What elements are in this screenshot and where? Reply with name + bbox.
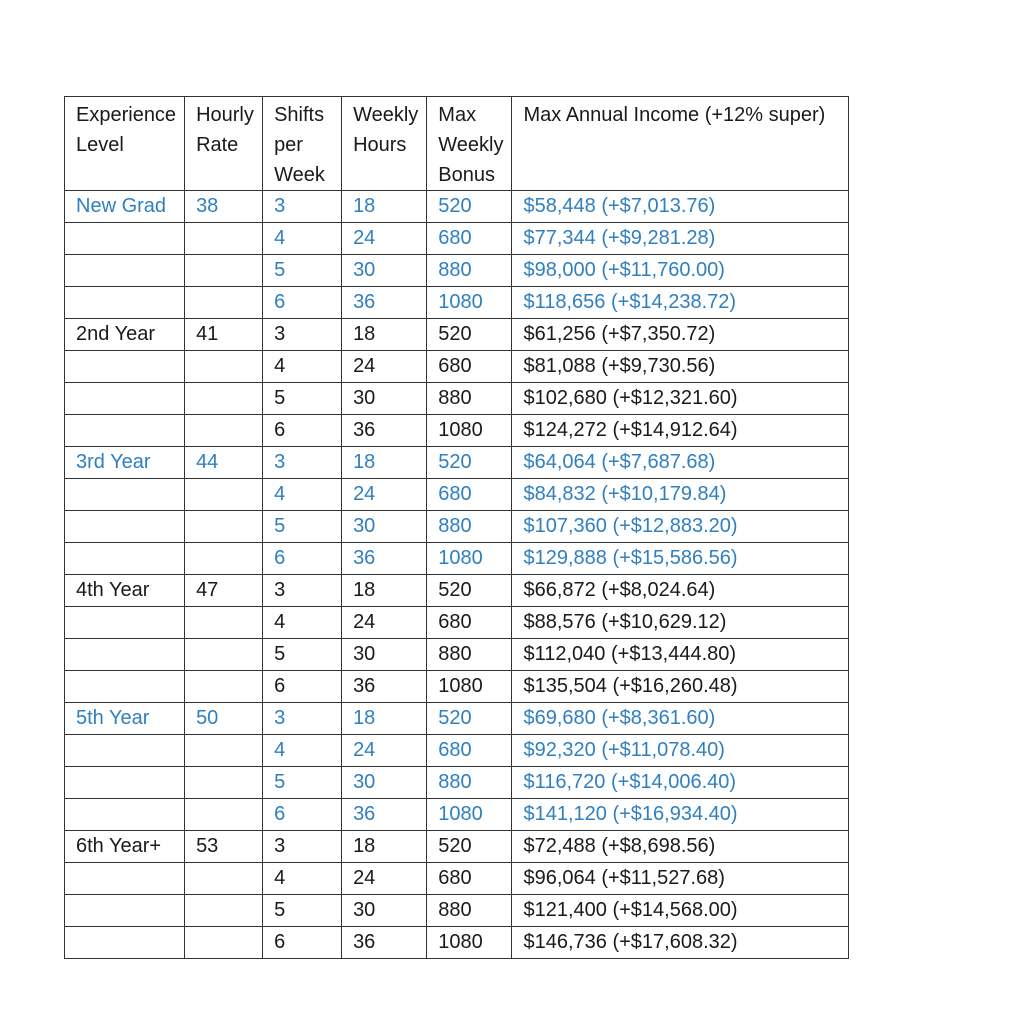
cell-hourly-rate [185, 639, 263, 671]
cell-hourly-rate [185, 927, 263, 959]
cell-weekly-hours: 18 [342, 831, 427, 863]
cell-max-weekly-bonus: 680 [427, 863, 512, 895]
cell-weekly-hours: 24 [342, 863, 427, 895]
cell-experience-level [65, 927, 185, 959]
cell-max-weekly-bonus: 880 [427, 511, 512, 543]
cell-shifts-per-week: 6 [263, 415, 342, 447]
cell-experience-level [65, 671, 185, 703]
cell-shifts-per-week: 4 [263, 863, 342, 895]
table-row [65, 543, 849, 575]
table-header [65, 97, 849, 191]
cell-max-annual-income: $77,344 (+$9,281.28) [512, 223, 849, 255]
cell-hourly-rate [185, 863, 263, 895]
cell-max-annual-income: $107,360 (+$12,883.20) [512, 511, 849, 543]
table-row [65, 799, 849, 831]
cell-max-weekly-bonus: 680 [427, 479, 512, 511]
cell-max-annual-income: $92,320 (+$11,078.40) [512, 735, 849, 767]
cell-experience-level [65, 543, 185, 575]
header-hourly-rate: Hourly Rate [185, 97, 263, 191]
cell-weekly-hours: 36 [342, 543, 427, 575]
cell-hourly-rate [185, 351, 263, 383]
cell-shifts-per-week: 3 [263, 191, 342, 223]
cell-max-weekly-bonus: 1080 [427, 927, 512, 959]
cell-max-weekly-bonus: 1080 [427, 287, 512, 319]
cell-weekly-hours: 24 [342, 735, 427, 767]
cell-weekly-hours: 24 [342, 607, 427, 639]
header-row [65, 97, 849, 191]
cell-hourly-rate [185, 735, 263, 767]
cell-max-annual-income: $135,504 (+$16,260.48) [512, 671, 849, 703]
cell-experience-level [65, 767, 185, 799]
cell-weekly-hours: 24 [342, 479, 427, 511]
cell-shifts-per-week: 3 [263, 831, 342, 863]
cell-weekly-hours: 30 [342, 895, 427, 927]
table-row [65, 319, 849, 351]
cell-shifts-per-week: 4 [263, 735, 342, 767]
table-row [65, 415, 849, 447]
header-shifts-per-week: Shifts per Week [263, 97, 342, 191]
cell-experience-level [65, 383, 185, 415]
table-row [65, 191, 849, 223]
cell-weekly-hours: 18 [342, 575, 427, 607]
cell-max-annual-income: $124,272 (+$14,912.64) [512, 415, 849, 447]
cell-shifts-per-week: 3 [263, 575, 342, 607]
cell-shifts-per-week: 6 [263, 287, 342, 319]
cell-max-annual-income: $129,888 (+$15,586.56) [512, 543, 849, 575]
cell-experience-level [65, 511, 185, 543]
cell-max-annual-income: $102,680 (+$12,321.60) [512, 383, 849, 415]
cell-max-annual-income: $121,400 (+$14,568.00) [512, 895, 849, 927]
cell-weekly-hours: 30 [342, 511, 427, 543]
cell-experience-level [65, 895, 185, 927]
cell-max-annual-income: $84,832 (+$10,179.84) [512, 479, 849, 511]
cell-hourly-rate [185, 895, 263, 927]
header-experience-level: Experience Level [65, 97, 185, 191]
cell-shifts-per-week: 5 [263, 383, 342, 415]
cell-shifts-per-week: 5 [263, 639, 342, 671]
table-row [65, 639, 849, 671]
cell-hourly-rate [185, 799, 263, 831]
cell-max-weekly-bonus: 880 [427, 895, 512, 927]
cell-shifts-per-week: 6 [263, 543, 342, 575]
cell-max-weekly-bonus: 1080 [427, 799, 512, 831]
table-row [65, 767, 849, 799]
cell-max-weekly-bonus: 520 [427, 575, 512, 607]
cell-weekly-hours: 36 [342, 415, 427, 447]
table-row [65, 607, 849, 639]
table-body [65, 191, 849, 959]
cell-max-annual-income: $146,736 (+$17,608.32) [512, 927, 849, 959]
cell-max-weekly-bonus: 680 [427, 223, 512, 255]
cell-experience-level [65, 255, 185, 287]
cell-max-annual-income: $116,720 (+$14,006.40) [512, 767, 849, 799]
cell-experience-level: 4th Year [65, 575, 185, 607]
cell-hourly-rate [185, 383, 263, 415]
table-row [65, 479, 849, 511]
cell-hourly-rate: 38 [185, 191, 263, 223]
table-row [65, 703, 849, 735]
cell-shifts-per-week: 4 [263, 607, 342, 639]
cell-shifts-per-week: 4 [263, 223, 342, 255]
cell-hourly-rate [185, 415, 263, 447]
cell-shifts-per-week: 5 [263, 767, 342, 799]
cell-shifts-per-week: 5 [263, 511, 342, 543]
cell-max-weekly-bonus: 880 [427, 767, 512, 799]
cell-weekly-hours: 30 [342, 639, 427, 671]
cell-max-annual-income: $141,120 (+$16,934.40) [512, 799, 849, 831]
header-max-annual-income: Max Annual Income (+12% super) [512, 97, 849, 191]
cell-experience-level: 2nd Year [65, 319, 185, 351]
cell-max-annual-income: $72,488 (+$8,698.56) [512, 831, 849, 863]
cell-weekly-hours: 24 [342, 223, 427, 255]
cell-max-weekly-bonus: 1080 [427, 671, 512, 703]
cell-experience-level [65, 287, 185, 319]
cell-hourly-rate: 47 [185, 575, 263, 607]
cell-max-weekly-bonus: 680 [427, 351, 512, 383]
cell-shifts-per-week: 6 [263, 799, 342, 831]
cell-max-annual-income: $96,064 (+$11,527.68) [512, 863, 849, 895]
cell-experience-level [65, 351, 185, 383]
cell-shifts-per-week: 4 [263, 479, 342, 511]
cell-max-weekly-bonus: 880 [427, 255, 512, 287]
cell-max-weekly-bonus: 680 [427, 607, 512, 639]
cell-hourly-rate: 44 [185, 447, 263, 479]
cell-experience-level [65, 863, 185, 895]
cell-weekly-hours: 30 [342, 255, 427, 287]
table-row [65, 383, 849, 415]
table-row [65, 671, 849, 703]
table-row [65, 511, 849, 543]
cell-max-annual-income: $58,448 (+$7,013.76) [512, 191, 849, 223]
cell-weekly-hours: 30 [342, 383, 427, 415]
cell-max-weekly-bonus: 1080 [427, 415, 512, 447]
cell-hourly-rate [185, 223, 263, 255]
cell-max-annual-income: $98,000 (+$11,760.00) [512, 255, 849, 287]
cell-max-weekly-bonus: 520 [427, 191, 512, 223]
cell-max-weekly-bonus: 880 [427, 639, 512, 671]
cell-weekly-hours: 18 [342, 447, 427, 479]
cell-hourly-rate: 53 [185, 831, 263, 863]
table-row [65, 351, 849, 383]
cell-shifts-per-week: 6 [263, 671, 342, 703]
cell-max-annual-income: $64,064 (+$7,687.68) [512, 447, 849, 479]
cell-shifts-per-week: 3 [263, 447, 342, 479]
cell-max-annual-income: $66,872 (+$8,024.64) [512, 575, 849, 607]
cell-experience-level [65, 799, 185, 831]
table-row [65, 447, 849, 479]
cell-experience-level [65, 735, 185, 767]
cell-weekly-hours: 36 [342, 799, 427, 831]
table-row [65, 575, 849, 607]
cell-weekly-hours: 18 [342, 703, 427, 735]
cell-weekly-hours: 36 [342, 287, 427, 319]
cell-hourly-rate [185, 511, 263, 543]
cell-shifts-per-week: 5 [263, 255, 342, 287]
cell-experience-level: 3rd Year [65, 447, 185, 479]
cell-shifts-per-week: 3 [263, 319, 342, 351]
table-row [65, 255, 849, 287]
cell-max-annual-income: $81,088 (+$9,730.56) [512, 351, 849, 383]
cell-experience-level [65, 607, 185, 639]
cell-shifts-per-week: 5 [263, 895, 342, 927]
table-row [65, 287, 849, 319]
cell-max-weekly-bonus: 520 [427, 831, 512, 863]
cell-hourly-rate: 41 [185, 319, 263, 351]
cell-weekly-hours: 36 [342, 927, 427, 959]
header-weekly-hours: Weekly Hours [342, 97, 427, 191]
cell-experience-level: 6th Year+ [65, 831, 185, 863]
cell-experience-level [65, 639, 185, 671]
cell-max-weekly-bonus: 1080 [427, 543, 512, 575]
cell-weekly-hours: 18 [342, 319, 427, 351]
table-row [65, 863, 849, 895]
cell-hourly-rate [185, 767, 263, 799]
cell-hourly-rate: 50 [185, 703, 263, 735]
cell-hourly-rate [185, 671, 263, 703]
cell-max-annual-income: $112,040 (+$13,444.80) [512, 639, 849, 671]
cell-hourly-rate [185, 479, 263, 511]
cell-hourly-rate [185, 543, 263, 575]
cell-hourly-rate [185, 287, 263, 319]
table-row [65, 831, 849, 863]
cell-hourly-rate [185, 255, 263, 287]
income-table [64, 96, 849, 959]
header-max-weekly-bonus: Max Weekly Bonus [427, 97, 512, 191]
cell-shifts-per-week: 4 [263, 351, 342, 383]
cell-max-annual-income: $61,256 (+$7,350.72) [512, 319, 849, 351]
cell-hourly-rate [185, 607, 263, 639]
cell-weekly-hours: 18 [342, 191, 427, 223]
cell-max-weekly-bonus: 520 [427, 703, 512, 735]
table-row [65, 735, 849, 767]
cell-max-weekly-bonus: 680 [427, 735, 512, 767]
cell-experience-level [65, 479, 185, 511]
cell-max-weekly-bonus: 520 [427, 319, 512, 351]
cell-weekly-hours: 36 [342, 671, 427, 703]
cell-experience-level [65, 415, 185, 447]
cell-experience-level: New Grad [65, 191, 185, 223]
cell-max-weekly-bonus: 520 [427, 447, 512, 479]
cell-max-weekly-bonus: 880 [427, 383, 512, 415]
table-row [65, 895, 849, 927]
cell-shifts-per-week: 3 [263, 703, 342, 735]
cell-max-annual-income: $118,656 (+$14,238.72) [512, 287, 849, 319]
cell-experience-level [65, 223, 185, 255]
cell-weekly-hours: 30 [342, 767, 427, 799]
table-row [65, 927, 849, 959]
cell-weekly-hours: 24 [342, 351, 427, 383]
cell-shifts-per-week: 6 [263, 927, 342, 959]
cell-max-annual-income: $69,680 (+$8,361.60) [512, 703, 849, 735]
table-row [65, 223, 849, 255]
cell-max-annual-income: $88,576 (+$10,629.12) [512, 607, 849, 639]
cell-experience-level: 5th Year [65, 703, 185, 735]
